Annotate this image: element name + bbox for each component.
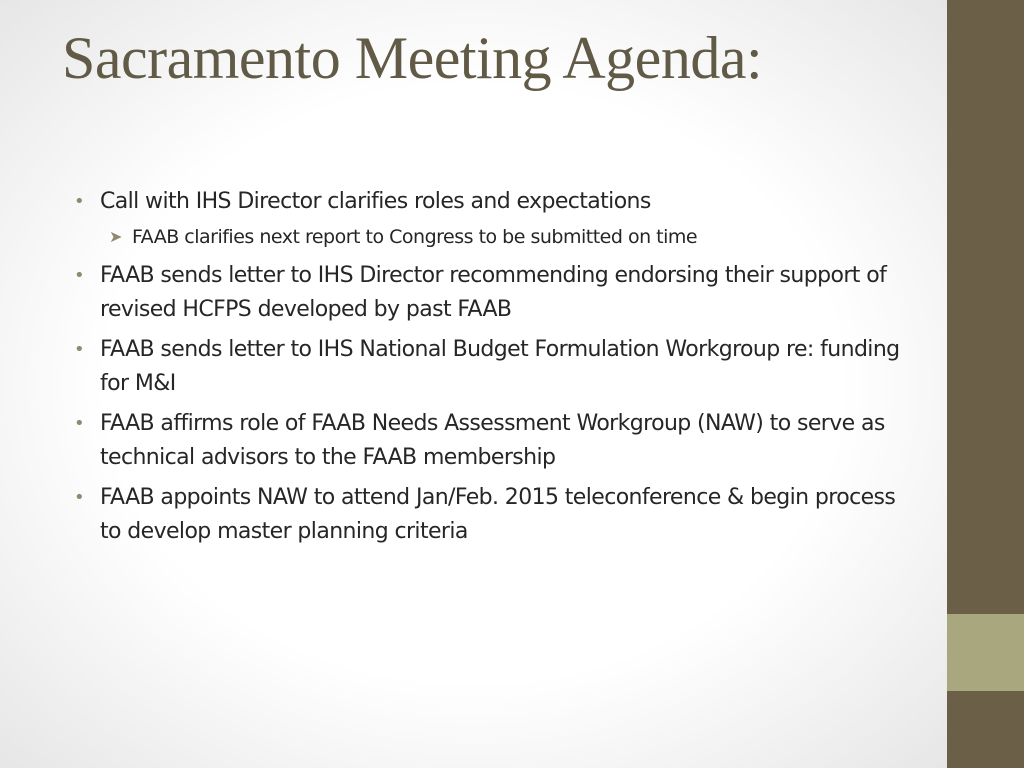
sub-bullet-text: FAAB clarifies next report to Congress to be submitted on time [132,226,698,248]
bullet-item [72,259,912,327]
bullet-item [72,481,912,549]
bullet-text: FAAB sends letter to IHS Director recommending endorsing their support of revised HCFPS developed by past FAAB [100,263,887,322]
bullet-text: Call with IHS Director clarifies roles and expectations [100,189,651,214]
decorative-sidebar-accent [947,614,1024,691]
arrow-bullet-icon: ➤ [109,227,122,246]
bullet-text: FAAB sends letter to IHS National Budget Formulation Workgroup re: funding for M&I [100,337,900,396]
bullet-item [72,407,912,475]
sub-bullet-item [72,223,912,251]
slide-title: Sacramento Meeting Agenda: [62,25,763,91]
bullet-item [72,185,912,219]
bullet-list [72,185,912,555]
bullet-item [72,333,912,401]
bullet-text: FAAB appoints NAW to attend Jan/Feb. 2015 teleconference & begin process to develop master planning criteria [100,485,896,544]
bullet-text: FAAB affirms role of FAAB Needs Assessment Workgroup (NAW) to serve as technical advisors to the FAAB membership [100,411,885,470]
